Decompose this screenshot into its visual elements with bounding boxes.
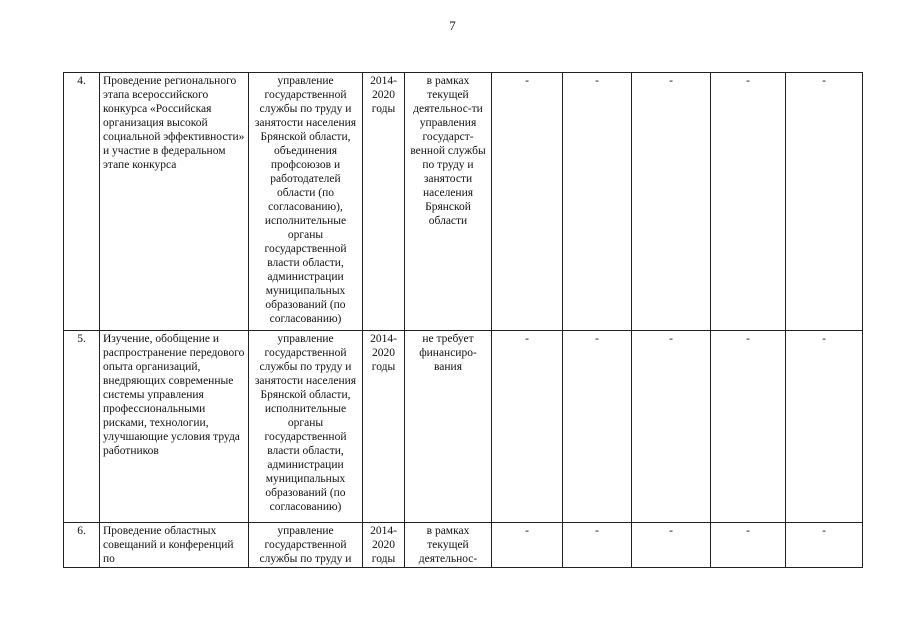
executors: управление государственной службы по труду и занятости населения Брянской области, исполнительные органы государственной власти области, администрации муниципальных образований (по согласованию) bbox=[249, 331, 363, 523]
value-cell: - bbox=[563, 523, 632, 568]
value-cell: - bbox=[632, 523, 711, 568]
value-cell: - bbox=[711, 331, 786, 523]
value-cell: - bbox=[786, 523, 863, 568]
measures-table bbox=[63, 72, 863, 568]
page-number: 7 bbox=[449, 18, 456, 33]
value-cell: - bbox=[492, 331, 563, 523]
period: 2014-2020 годы bbox=[363, 523, 405, 568]
value-cell: - bbox=[711, 73, 786, 331]
row-number: 5. bbox=[64, 331, 100, 523]
period: 2014-2020 годы bbox=[363, 73, 405, 331]
executors: управление государственной службы по труду и занятости населения Брянской области, объединения профсоюзов и работодателей области (по согласованию), исполнительные органы государственной власти области, администрации муниципальных образований (по согласованию) bbox=[249, 73, 363, 331]
row-number: 6. bbox=[64, 523, 100, 568]
table-row bbox=[64, 331, 863, 523]
value-cell: - bbox=[563, 73, 632, 331]
row-number: 4. bbox=[64, 73, 100, 331]
value-cell: - bbox=[492, 73, 563, 331]
table-row bbox=[64, 523, 863, 568]
value-cell: - bbox=[786, 73, 863, 331]
value-cell: - bbox=[711, 523, 786, 568]
value-cell: - bbox=[632, 73, 711, 331]
financing-source: в рамках текущей деятельнос-ти управления государст-венной службы по труду и занятости населения Брянской области bbox=[405, 73, 492, 331]
period: 2014-2020 годы bbox=[363, 331, 405, 523]
value-cell: - bbox=[786, 331, 863, 523]
measure-name: Проведение областных совещаний и конференций по bbox=[100, 523, 249, 568]
financing-source: не требует финансиро-вания bbox=[405, 331, 492, 523]
measure-name: Изучение, обобщение и распространение передового опыта организаций, внедряющих современные системы управления профессиональными рисками, технологии, улучшающие условия труда работников bbox=[100, 331, 249, 523]
financing-source: в рамках текущей деятельнос- bbox=[405, 523, 492, 568]
measure-name: Проведение регионального этапа всероссийского конкурса «Российская организация высокой социальной эффективности» и участие в федеральном этапе конкурса bbox=[100, 73, 249, 331]
value-cell: - bbox=[632, 331, 711, 523]
value-cell: - bbox=[563, 331, 632, 523]
executors: управление государственной службы по труду и bbox=[249, 523, 363, 568]
table-row bbox=[64, 73, 863, 331]
value-cell: - bbox=[492, 523, 563, 568]
